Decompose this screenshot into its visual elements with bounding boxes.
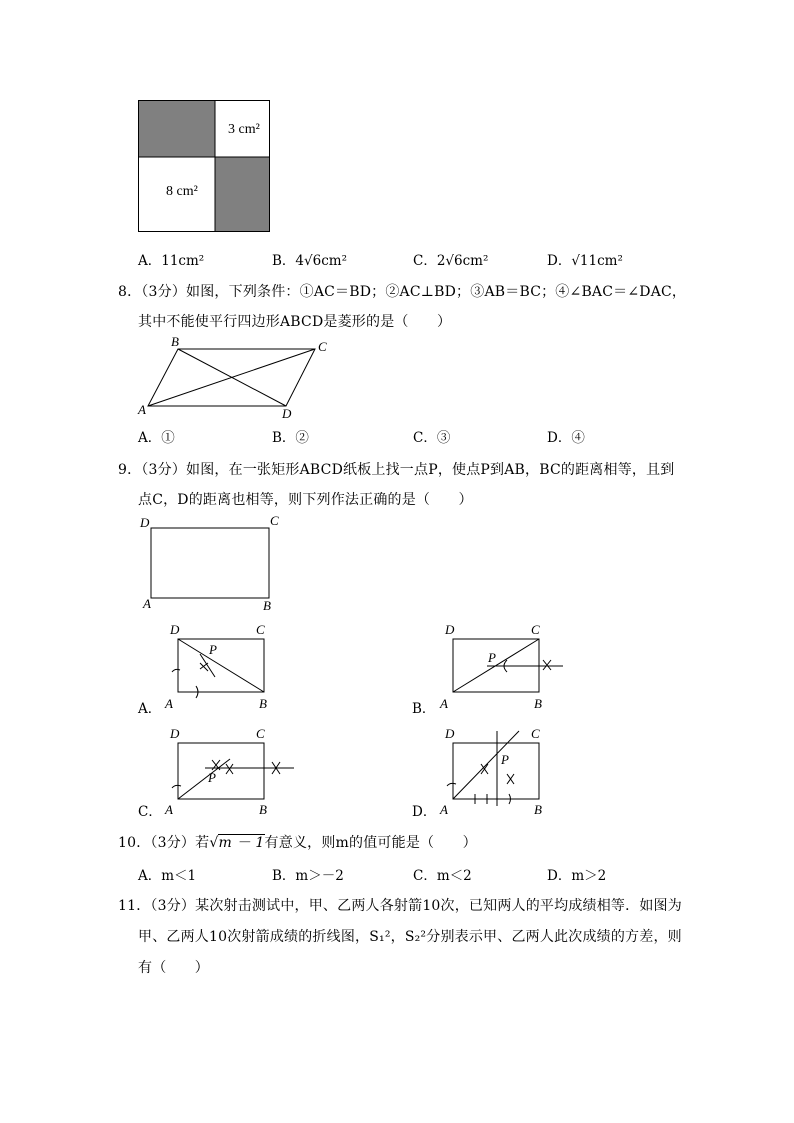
q9-b-label-a: A (440, 696, 448, 711)
q7-option-b[interactable]: B．4√6cm² (272, 253, 347, 269)
q9-option-c-figure (160, 726, 310, 821)
q11-stem-line1: 11．（3分）某次射击测试中，甲、乙两人各射箭10次，已知两人的平均成绩相等．如图为 (118, 898, 682, 914)
q9-d-label-a: A (440, 802, 448, 817)
q9-main-label-c: C (270, 513, 279, 528)
q10-option-c[interactable]: C．m＜2 (413, 868, 472, 884)
q8-option-c[interactable]: C．③ (413, 430, 451, 446)
q9-option-a[interactable]: A． (138, 701, 162, 717)
q10-suffix: 有意义，则m的值可能是（ ） (264, 835, 477, 851)
q9-c-label-a: A (165, 802, 173, 817)
q7-option-a[interactable]: A．11cm² (138, 253, 205, 269)
q7-option-d[interactable]: D．√11cm² (547, 253, 623, 269)
q8-option-d[interactable]: D．④ (547, 430, 585, 446)
q9-a-label-p: P (209, 642, 217, 657)
q9-option-a-figure (160, 620, 290, 715)
q9-option-d[interactable]: D． (412, 804, 437, 820)
q9-b-label-c: C (531, 622, 540, 637)
q7-square-figure (138, 100, 271, 233)
q8-parallelogram-figure (138, 334, 338, 424)
q9-stem-line2: 点C，D的距离也相等，则下列作法正确的是（ ） (138, 492, 473, 508)
q10-prefix: 10．（3分）若 (118, 835, 210, 851)
q8-stem-line2: 其中不能使平行四边形ABCD是菱形的是（ ） (138, 314, 452, 330)
q10-sqrt-sign: √ (209, 835, 219, 851)
q9-c-label-d: D (170, 726, 180, 741)
q9-main-label-b: B (263, 598, 271, 613)
q11-stem-line2: 甲、乙两人10次射箭成绩的折线图，S₁²，S₂²分别表示甲、乙两人此次成绩的方差，则 (138, 929, 682, 945)
q9-option-b-figure (435, 620, 575, 715)
q8-label-c: C (318, 339, 327, 354)
q9-rectangle-figure (138, 514, 288, 614)
q10-option-b[interactable]: B．m＞－2 (272, 868, 344, 884)
q10-stem (118, 832, 477, 852)
q9-option-c[interactable]: C． (138, 804, 162, 820)
q7-shaded-top-left (139, 101, 215, 157)
q9-a-label-c: C (256, 622, 265, 637)
q8-label-d: D (282, 406, 292, 421)
q10-option-a[interactable]: A．m＜1 (138, 868, 197, 884)
q8-label-a: A (138, 402, 146, 417)
q9-stem-line1: 9．（3分）如图，在一张矩形ABCD纸板上找一点P，使点P到AB，BC的距离相等，且到 (118, 462, 675, 478)
q7-label-3cm2: 3 cm² (228, 122, 260, 137)
q8-stem-line1: 8．（3分）如图，下列条件：①AC＝BD；②AC⊥BD；③AB＝BC；④∠BAC＝∠DAC， (118, 284, 687, 300)
q7-option-c[interactable]: C．2√6cm² (413, 253, 489, 269)
q9-b-label-d: D (445, 622, 455, 637)
q8-option-b[interactable]: B．② (272, 430, 309, 446)
q9-main-label-d: D (140, 515, 150, 530)
q11-stem-line3: 有（ ） (138, 960, 209, 976)
q9-main-label-a: A (143, 596, 151, 611)
q9-d-label-d: D (445, 726, 455, 741)
q9-b-label-b: B (534, 696, 542, 711)
q9-a-label-d: D (170, 622, 180, 637)
q9-c-label-p: P (208, 770, 216, 785)
q9-c-label-c: C (256, 726, 265, 741)
q9-option-d-figure (435, 726, 565, 821)
q9-option-b[interactable]: B． (412, 701, 436, 717)
q9-a-label-b: B (259, 696, 267, 711)
q9-d-label-b: B (534, 802, 542, 817)
q9-d-label-p: P (501, 752, 509, 767)
q7-shaded-bottom-right (215, 157, 269, 231)
q9-d-label-c: C (531, 726, 540, 741)
q9-b-label-p: P (488, 650, 496, 665)
q9-a-label-a: A (165, 696, 173, 711)
q8-label-b: B (171, 334, 179, 349)
q10-option-d[interactable]: D．m＞2 (547, 868, 607, 884)
q10-radicand: m － 1 (218, 835, 265, 851)
q7-label-8cm2: 8 cm² (166, 184, 198, 199)
q8-option-a[interactable]: A．① (138, 430, 175, 446)
q9-c-label-b: B (259, 802, 267, 817)
